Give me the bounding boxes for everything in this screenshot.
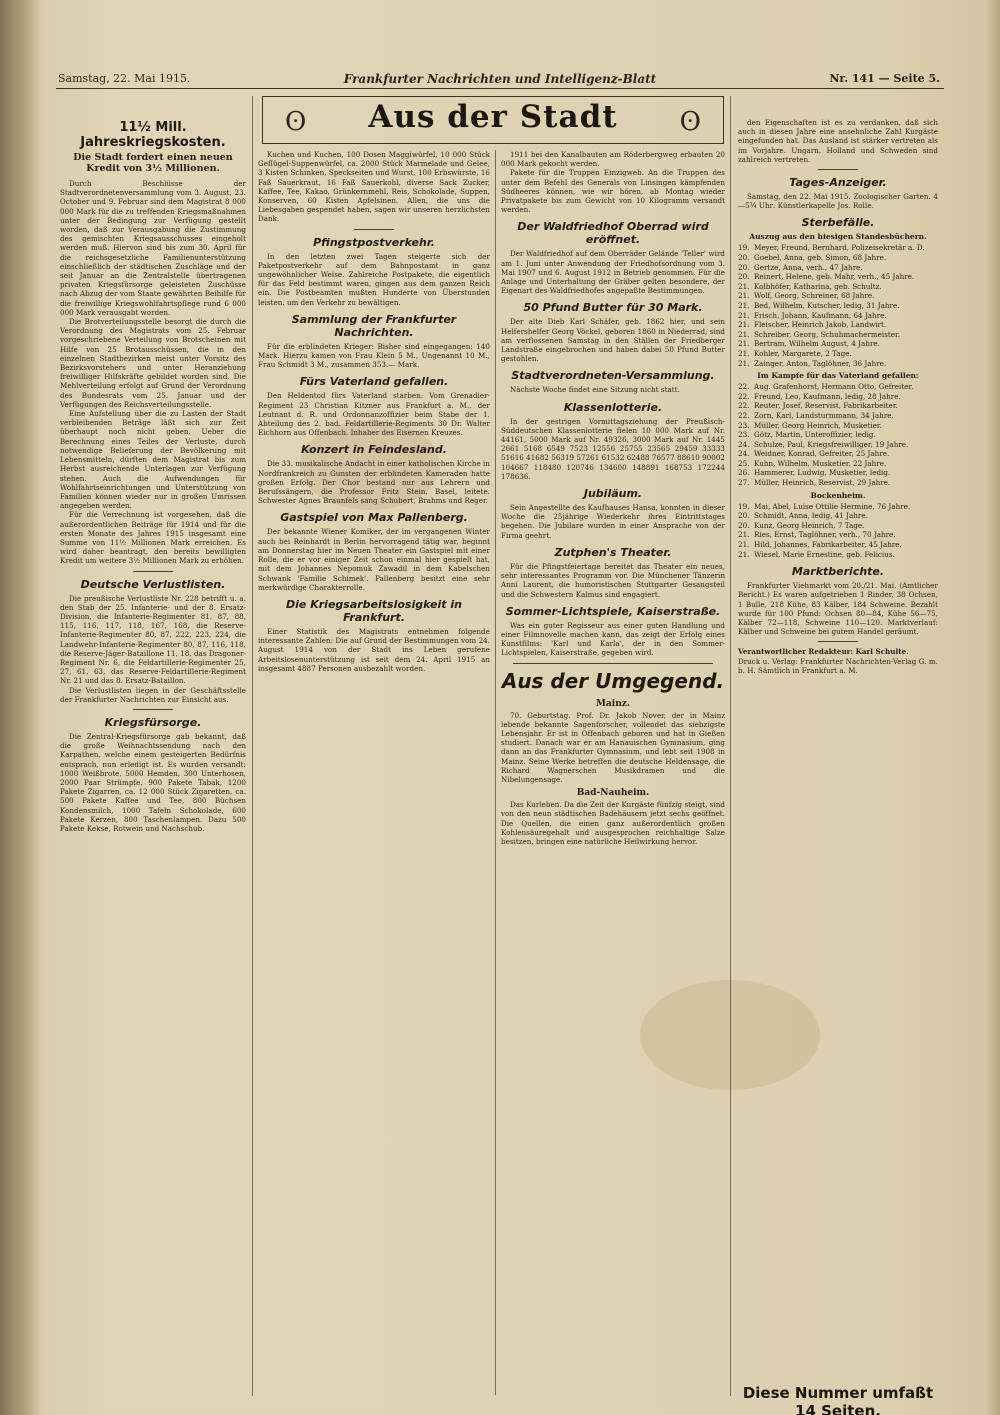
column-divider [730, 96, 731, 1396]
list-item: 19. Meyer, Freund, Bernhard, Polizeisekretär a. D. [738, 243, 925, 253]
sterbe-lead: Auszug aus den hiesigen Standesbüchern. [749, 232, 927, 242]
list-item: 21. Kolbhöfer, Katharina, geb. Schultz. [738, 281, 882, 291]
section-title-kriegsfuersorge: Kriegsfürsorge. [104, 715, 202, 729]
article-paragraph: Für die Verrechnung ist vorgesehen, daß die außerordentlichen Beiträge für 1914 und für die ersten Monate des Jahres 1915 insgesamt eine Summe von 11½ Millionen Mark erreichen. Es wird daher beantragt, den bereits bewilligten Kredit um weitere 3½ Millionen Mark zu erhöhen. [60, 510, 246, 566]
section-title-klassenlotterie: Klassenlotterie. [563, 400, 663, 414]
header-page-number: Nr. 141 — Seite 5. [829, 72, 940, 85]
article-paragraph: Eine Aufstellung über die zu Lasten der Stadt verbleibenden Beträge läßt sich zur Zeit überhaupt noch nicht geben. Ueber die Berechnung eines Teiles der Verluste, durch notwendige Belieferung der Bevölkerung mit Lebensmitteln, dürften dem Magistrat bis zum Herbst ausreichende Unterlagen zur Verfügung stehen. Auch die Aufwendungen für Wohlfahrtseinrichtungen und Unterstützung von Familien können wieder nur in großen Umrissen angegeben werden. [60, 409, 246, 511]
middle-right-column [501, 150, 725, 1400]
article-paragraph: Der bekannte Wiener Komiker, der im vergangenen Winter auch bei Reinhardt in Berlin hervorragend tätig war, beginnt am Donnerstag hier im Neuen Theater ein Gastspiel mit einer Rolle, die er vor einiger Zeit schon einmal hier gespielt hat, mit dem Johannes Nepomuk Zawadil in dem Kabelschen Schwank 'Familie Schimek'. Pallenberg besitzt eine sehr merkwürdige Charakterrolle. [258, 527, 490, 592]
article-paragraph: Die Brotverteilungsstelle besorgt die durch die Verordnung des Magistrats vom 25. Februar vorgeschriebene Verteilung von Brotscheinen mit Hilfe von 25 Brotausschüssen, die in den einzelnen Stadtbezirken meist unter Vorsitz des Bezirksvorstehers und unter Heranziehung freiwilliger Hilfskräfte gebildet worden sind. Die Mehlverteilung erfolgt auf Grund der Verordnung des Bundesrats vom 25. Januar und der Verfügungen des Reichsverteilungsstelle. [60, 317, 246, 409]
gefallen-heading: Im Kampfe für das Vaterland gefallen: [757, 371, 919, 381]
article-paragraph: Einer Statistik des Magistrats entnehmen folgende interessante Zahlen: Die auf Grund der Bestimmungen vom 24. August 1914 von der Stadt ins Leben gerufene Arbeitslosenunterstützung ist seit dem 24. April 1915 an insgesamt 4887 Personen ausbezahlt worden. [258, 626, 490, 673]
column-divider [495, 150, 496, 1395]
article-paragraph: Die 33. musikalische Andacht in einer katholischen Kirche in Nordfrankreich zu Gunsten der erblindeten Kameraden hatte großen Erfolg. Der Chor bestand nur aus Lehrern und Berufssängern, die Professor Fritz Stein, Basel, leitete. Schwester Agnes Braunfels sang Schubert, Brahms und Reger. [258, 459, 490, 506]
header-paper-title: Frankfurter Nachrichten und Intelligenz-Blatt [343, 72, 657, 86]
section-title-arbeitslosigkeit: Die Kriegsarbeitslosigkeit in Frankfurt. [286, 597, 462, 624]
list-item: 22. Zorn, Karl, Landsturmmann, 34 Jahre. [738, 410, 894, 420]
article-paragraph: Die Zentral-Kriegsfürsorge gab bekannt, daß die große Weihnachtssendung nach den Karpathen, welche einem gesteigerten Bedürfnis entsprach, nun erledigt ist. Es wurden versandt: 1000 Weißbrote, 5000 Hemden, 300 Unterhosen, 2000 Paar Strümpfe, 900 Pakete Tabak, 1200 Pakete Zigarren, ca. 12 000 Stück Zigaretten, ca. 500 Pakete Kaffee und Tee, 800 Büchsen Kondensmilch, 1000 Tafeln Schokolade, 600 Pakete Kerzen, 800 Taschenlampen. Dazu 500 Pakete Kekse, Rotwein und Nachschub. [60, 731, 246, 833]
section-title-stadtverordnete: Stadtverordneten-Versammlung. [511, 369, 715, 383]
section-divider [513, 663, 713, 664]
list-item: 20. Schmidt, Anna, ledig, 41 Jahre. [738, 511, 868, 521]
list-item: 20. Goebel, Anna, geb. Simon, 68 Jahre. [738, 253, 887, 263]
article-paragraph: Kuchen und Kuchen, 100 Dosen Maggiwürfel, 10 000 Stück Geflügel-Suppenwürfel, ca. 2000 Stück Marmelade und Gelee, 3 Kisten Schinken, Speckseiten und Wurst, 100 Erbswürste, 16 Faß Sauerkraut, 16 Faß Sauerkohl, diverse Sack Zucker, Kaffee, Tee, Kakao, Grünkernmehl, Reis, Schokolade, Suppen, Konserven, 60 Kisten Apfelsinen. Allen, die uns die Liebesgaben gespendet haben, sagen wir unseren herzlichsten Dank. [258, 150, 490, 224]
section-divider [133, 571, 173, 572]
bockenheim-heading: Bockenheim. [810, 490, 866, 500]
list-item: 21. Bertram, Wilhelm August, 4 Jahre. [738, 339, 880, 349]
subheadline: Die Stadt fordert einen neuen Kredit von 3½ Millionen. [73, 152, 233, 174]
list-item: 21. Zainger, Anton, Taglöhner, 36 Jahre. [738, 358, 887, 368]
list-item: 22. Freund, Leo, Kaufmann, ledig, 28 Jahre. [738, 391, 901, 401]
section-divider [818, 169, 858, 170]
section-title-theater: Zutphen's Theater. [554, 545, 672, 559]
list-item: 21. Bed, Wilhelm, Kutscher, ledig, 31 Jahre. [738, 300, 900, 310]
list-item: 23. Müller, Georg Heinrich, Musketier. [738, 420, 882, 430]
header-rule [56, 88, 944, 89]
headline: 11½ Mill. Jahreskriegskosten. [80, 120, 226, 150]
section-title-vaterland: Fürs Vaterland gefallen. [299, 375, 449, 389]
page-spine-shadow [0, 0, 42, 1415]
place-heading: Bad-Nauheim. [576, 788, 650, 799]
list-item: 24. Weidner, Konrad, Gefreiter, 25 Jahre. [738, 449, 890, 459]
list-item: 20. Kunz, Georg Heinrich, 7 Tage. [738, 520, 865, 530]
banner-title: Aus der Stadt [368, 99, 618, 135]
section-title-pfingst: Pfingstpostverkehr. [313, 235, 435, 249]
article-paragraph: Das Kurleben. Da die Zeit der Kurgäste fünfzig steigt, sind von den neun städtischen Badehäusern jetzt sechs geöffnet. Die Quellen, die einen ganz außerordentlich großen Kohlensäuregehalt und ausgesprochen reichhaltige Salze besitzen, bringen eine natürliche Heilwirkung hervor. [501, 800, 725, 846]
list-item: 22. Reuter, Josef, Reservist, Fabrikarbeiter. [738, 401, 898, 411]
list-item: 27. Müller, Heinrich, Reservist, 29 Jahre. [738, 478, 891, 488]
page-count-notice: Diese Nummer umfaßt 14 Seiten. [742, 1384, 934, 1415]
article-paragraph: 1911 bei den Kanalbauten am Röderbergweg erbauten 20 000 Mark gekocht werden. [501, 150, 725, 169]
right-column [738, 118, 938, 1380]
article-paragraph: Die preußische Verlustliste Nr. 228 betrifft u. a. den Stab der 25. Infanterie- und der 8. Ersatz-Division, die Infanterie-Regimenter 81, 87, 88, 115, 116, 117, 118, 167, 168, die Reserve-Infanterie-Regimenter 80, 87, 222, 223, 224, die Landwehr-Infanterie-Regimenter 80, 87, 116, 118, die Reserve-Jäger-Bataillone 11, 18, das Dragoner-Regiment Nr. 6, die Feldartillerie-Regimenter 25, 27, 61, 63, das Reserve-Feldartillerie-Regiment Nr. 21 und das 8. Ersatz-Bataillon. [60, 593, 246, 686]
editor-line: Verantwortlicher Redakteur: Karl Schulte. [738, 647, 909, 657]
list-item: 23. Götz, Martin, Unteroffizier, ledig. [738, 430, 876, 440]
list-item: 25. Kuhn, Wilhelm, Musketier, 22 Jahre. [738, 458, 887, 468]
section-divider [133, 709, 173, 710]
section-title-markt: Marktberichte. [791, 565, 885, 579]
list-item: 21. Fleischer, Heinrich Jakob, Landwirt. [738, 320, 887, 330]
list-item: 21. Schreiber, Georg, Schuhmachermeister. [738, 329, 900, 339]
article-paragraph: In der gestrigen Vormittagsziehung der Preußisch-Süddeutschen Klassenlotterie fielen 10 000 Mark auf Nr. 44161, 5000 Mark auf Nr. 49326, 3000 Mark auf Nr. 1445 2661 5168 6549 7523 12556 25755 23565 29459 33333 51616 41682 56319 57261 61532 62488 76577 88610 90002 104667 118480 120746 134600 148891 168753 172244 178636. [501, 416, 725, 481]
article-paragraph: Frankfurter Viehmarkt vom 20./21. Mai. (Amtlicher Bericht.) Es waren aufgetrieben 1 Rinder, 38 Ochsen, 1 Bulle, 218 Kühe, 83 Kälber, 184 Schweine. Bezahlt wurde für 100 Pfund: Ochsen 80—84, Kühe 56—75, Kälber 72—118, Schweine 110—120. Marktverlauf: Kälber und Schweine bei gutem Handel geräumt. [738, 581, 938, 637]
middle-left-column [258, 150, 490, 1400]
column-divider [252, 96, 253, 1396]
section-title-tages: Tages-Anzeiger. [789, 176, 887, 190]
list-item: 22. Aug. Grafenhorst, Hermann Otto, Gefreiter. [738, 382, 914, 392]
ornament-icon: ʘ [285, 107, 307, 137]
section-title-gastspiel: Gastspiel von Max Pallenberg. [280, 511, 468, 525]
article-paragraph: Sein Angestellte des Kaufhauses Hansa, konnten in dieser Woche die 25jährige Wiederkehr ihres Eintrittstages begehen. Die Jubilare wurden in einer Ansprache von der Firma geehrt. [501, 503, 725, 540]
section-title-lichtspiele: Sommer-Lichtspiele, Kaiserstraße. [505, 604, 721, 618]
article-paragraph: Der alte Dieb Karl Schäfer, geb. 1862 hier, und sein Helfershelfer Georg Vöckel, geboren 1860 in Niederrad, sind am verflossenen Samstag in den Ställen der Friedberger Landstraße eingebrochen und haben dabei 50 Pfund Butter gestohlen. [501, 317, 725, 364]
article-paragraph: Der Waldfriedhof auf dem Oberräder Gelände 'Teller' wird am 1. Juni unter Anwendung der Friedhofsordnung vom 3. Mai 1907 und 6. August 1912 in Betrieb genommen. Für die Anlage und Unterhaltung der Gräber gelten besondere, der Eigenart des Waldfriedhofes angepaßte Bestimmungen. [501, 249, 725, 296]
header-date: Samstag, 22. Mai 1915. [58, 72, 191, 85]
list-item: 21. Frisch, Johann, Kaufmann, 64 Jahre. [738, 310, 887, 320]
section-banner [262, 96, 724, 144]
article-paragraph: Durch Beschlüsse der Stadtverordnetenversammlung vom 3. August, 23. October und 9. Februar sind dem Magistrat 8 000 000 Mark für die zu treffenden Kriegsmaßnahmen unter der Bedingung zur Verfügung gestellt worden, daß zur Verausgabung die Zustimmung des gemischten Kriegsausschusses eingeholt werden muß. Hiervon sind bis zum 30. April für die reichsgesetzliche Familienunterstützung einschließlich der städtischen Zuschläge und der seit Januar an die Zentralstelle übertragenen privaten Kriegsfürsorge geleisteten Zuschüsse nach Abzug der vom Staate gewährten Beihilfe für die freiwillige Kriegswohlfahrtspflege rund 6 000 000 Mark verausgabt worden. [60, 179, 246, 317]
section-divider [354, 229, 394, 230]
list-item: 21. Hild, Johannes, Fabrikarbeiter, 45 Jahre. [738, 540, 902, 550]
article-paragraph: Was ein guter Regisseur aus einer guten Handlung und einer Filmnovelle machen kann, das zeigt der Erfolg eines Kunstfilms: 'Karl und Karla', der in den Sommer-Lichtspielen, Kaiserstraße, gegeben wird. [501, 620, 725, 658]
printer-line: Druck u. Verlag: Frankfurter Nachrichten-Verlag G. m. b. H. Sämtlich in Frankfurt a. M. [738, 656, 938, 675]
article-paragraph: Für die Pfingstfeiertage bereitet das Theater ein neues, sehr interessantes Programm vor. Die Münchener Tänzerin Anni Laurent, die humoristischen Stuttgarter Gesangsteil und die Schwestern Kalmus sind engagiert. [501, 561, 725, 599]
article-paragraph: Samstag, den 22. Mai 1915. Zoologischer Garten. 4—5¾ Uhr: Künstlerkapelle Jos. Rolle. [738, 192, 938, 211]
death-list [738, 243, 938, 559]
article-paragraph: Pakete für die Truppen Einzigweb. An die Truppen des unter dem Befehl des Generals von Linsingen kämpfenden Südheeres können, wie wir hören, ab Montag wieder Privatpakete bis zum Gewicht von 10 Kilogramm versandt werden. [501, 168, 725, 215]
list-item: 20. Gertze, Anna, verh., 47 Jahre. [738, 262, 863, 272]
article-paragraph: Die Verlustlisten liegen in der Geschäftsstelle der Frankfurter Nachrichten zur Einsicht aus. [60, 685, 246, 704]
article-paragraph: den Eigenschaften ist es zu verdanken, daß sich auch in diesen Jahre eine ansehnliche Zahl Kurgäste eingefunden hat. Das Ausland ist stärker vertreten als im Vorjahre. Ungarn, Holland und Schweden sind zahlreich vertreten. [738, 118, 938, 164]
section-divider [818, 641, 858, 642]
section-title-sammlung: Sammlung der Frankfurter Nachrichten. [291, 312, 457, 339]
list-item: 20. Reinert, Helene, geb. Mahr, verh., 45 Jahre. [738, 272, 915, 282]
place-heading: Mainz. [595, 698, 630, 709]
article-paragraph: Für die erblindeten Krieger: Bisher sind eingegangen: 140 Mark. Hierzu kamen von Frau Klein 5 M., Ungenannt 10 M., Frau Schmidt 3 M., zusammen 353.— Mark. [258, 341, 490, 370]
section-title-umgegend: Aus der Umgegend. [501, 668, 725, 693]
list-item: 21. Wiesel, Marie Ernestine, geb. Felicius. [738, 549, 895, 559]
section-title-waldfriedhof: Der Waldfriedhof Oberrad wird eröffnet. [517, 220, 709, 247]
list-item: 26. Hammerer, Ludwig, Musketier, ledig. [738, 468, 891, 478]
left-column [60, 120, 246, 1400]
list-item: 21. Kohler, Margarete, 2 Tage. [738, 348, 852, 358]
list-item: 19. Mai, Abel, Luise Ottilie Hermine, 76 Jahre. [738, 501, 911, 511]
article-paragraph: Nächste Woche findet eine Sitzung nicht statt. [510, 385, 680, 395]
list-item: 21. Ries, Ernst, Taglöhner, verh., 70 Jahre. [738, 530, 896, 540]
ornament-icon: ʘ [679, 107, 701, 137]
article-paragraph: 70. Geburtstag. Prof. Dr. Jakob Nover, der in Mainz lebende bekannte Sagenforscher, vollendet das siebzigste Lebensjahr. Er ist in Offenbach geboren und hat in Gießen studiert. Danach war er am Hanauischen Gymnasium, ging dann an das Frankfurter Gymnasium, und lebt seit 1908 in Mainz. Seine Werke betreffen die deutsche Heldensage, die Richard Wagnerschen Musikdramen und die Nibelungensage. [501, 710, 725, 784]
section-title-sterbefaelle: Sterbefälle. [801, 216, 875, 230]
list-item: 24. Schulze, Paul, Kriegsfreiwilliger, 19 Jahre. [738, 439, 909, 449]
section-title-verlustlisten: Deutsche Verlustlisten. [80, 577, 226, 591]
section-title-jubilaeum: Jubiläum. [583, 487, 643, 501]
article-paragraph: Den Heldentod fürs Vaterland starben: Vom Grenadier-Regiment 23 Christian Kitzner aus Frankfurt a. M., der Leutnant d. R. und Ordonnanzoffizier beim Stabe der 1. Abteilung des 2. bad. Feldartillerie-Regiments 30 Dr. Walter Eichhorn aus Offenbach. Inhaber des Eisernen Kreuzes. [258, 391, 490, 438]
section-title-konzert: Konzert in Feindesland. [301, 443, 447, 457]
list-item: 21. Wolf, Georg, Schreiner, 68 Jahre. [738, 291, 875, 301]
article-paragraph: In den letzten zwei Tagen steigerte sich der Paketpostverkehr auf dem Bahnpostamt in ganz ungewöhnlicher Weise. Zahlreiche Postpakete, die eigentlich für das Feld bestimmt waren, gingen aus dem ganzen Reich ein. Die Postbeamten mußten Hunderte von Überstunden leisten, um den Verkehr zu bewältigen. [258, 251, 490, 307]
section-title-butter: 50 Pfund Butter für 30 Mark. [523, 301, 703, 315]
